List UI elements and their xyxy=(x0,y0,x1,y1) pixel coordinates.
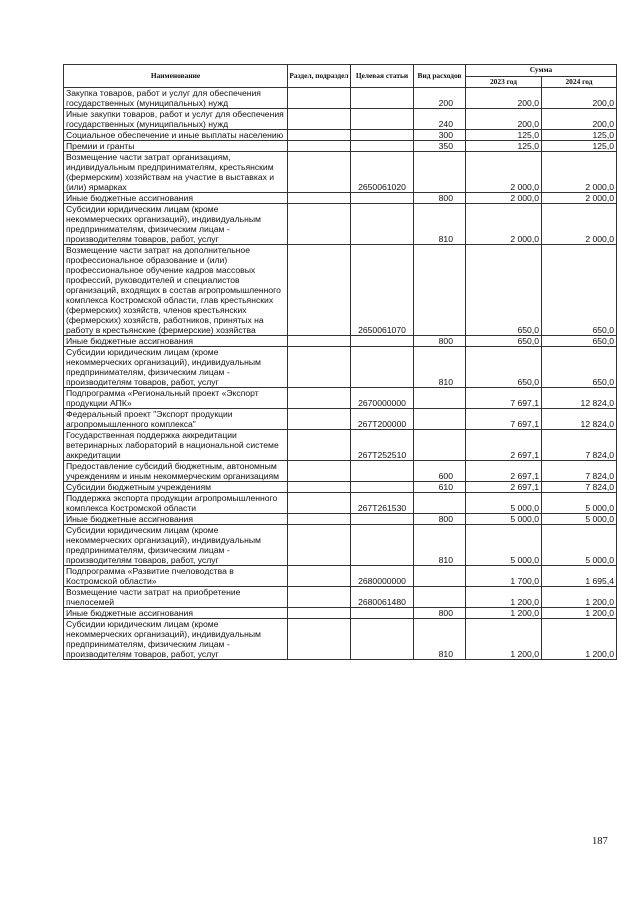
budget-table xyxy=(63,64,617,660)
cell-name: Премии и гранты xyxy=(64,141,288,152)
cell-type: 240 xyxy=(414,109,466,130)
cell-type: 800 xyxy=(414,514,466,525)
cell-sum-2023: 1 700,0 xyxy=(466,566,542,587)
table-row xyxy=(64,109,617,130)
cell-target xyxy=(351,514,414,525)
cell-name: Поддержка экспорта продукции агропромышленного комплекса Костромской области xyxy=(64,493,288,514)
cell-sum-2024: 1 200,0 xyxy=(542,608,617,619)
cell-section xyxy=(288,493,351,514)
cell-section xyxy=(288,245,351,336)
cell-target: 267T200000 xyxy=(351,409,414,430)
cell-name: Социальное обеспечение и иные выплаты населению xyxy=(64,130,288,141)
cell-name: Иные закупки товаров, работ и услуг для обеспечения государственных (муниципальных) нужд xyxy=(64,109,288,130)
table-row xyxy=(64,482,617,493)
cell-target xyxy=(351,608,414,619)
cell-type: 600 xyxy=(414,461,466,482)
cell-name: Закупка товаров, работ и услуг для обеспечения государственных (муниципальных) нужд xyxy=(64,88,288,109)
table-row xyxy=(64,525,617,566)
header-year-2023: 2023 год xyxy=(466,76,542,88)
cell-name: Субсидии юридическим лицам (кроме некоммерческих организаций), индивидуальным предпринимателям, физическим лицам - производителям товаров, работ, услуг xyxy=(64,347,288,388)
cell-sum-2023: 2 000,0 xyxy=(466,193,542,204)
cell-sum-2024: 650,0 xyxy=(542,245,617,336)
cell-type xyxy=(414,245,466,336)
cell-sum-2023: 650,0 xyxy=(466,245,542,336)
table-row xyxy=(64,619,617,660)
table-row xyxy=(64,141,617,152)
table-row xyxy=(64,430,617,461)
cell-type xyxy=(414,493,466,514)
cell-target xyxy=(351,525,414,566)
cell-section xyxy=(288,430,351,461)
cell-type: 810 xyxy=(414,619,466,660)
cell-target xyxy=(351,109,414,130)
cell-section xyxy=(288,152,351,193)
cell-target: 267T252510 xyxy=(351,430,414,461)
cell-type: 810 xyxy=(414,204,466,245)
header-name: Наименование xyxy=(64,65,288,88)
cell-type xyxy=(414,388,466,409)
cell-target xyxy=(351,204,414,245)
cell-sum-2023: 2 697,1 xyxy=(466,461,542,482)
cell-sum-2024: 7 824,0 xyxy=(542,430,617,461)
cell-type xyxy=(414,587,466,608)
cell-sum-2023: 1 200,0 xyxy=(466,608,542,619)
cell-section xyxy=(288,130,351,141)
cell-section xyxy=(288,482,351,493)
cell-target xyxy=(351,619,414,660)
cell-type xyxy=(414,152,466,193)
cell-name: Предоставление субсидий бюджетным, автономным учреждениям и иным некоммерческим организациям xyxy=(64,461,288,482)
cell-section xyxy=(288,193,351,204)
cell-name: Подпрограмма «Развитие пчеловодства в Костромской области» xyxy=(64,566,288,587)
header-target: Целевая статьи xyxy=(351,65,414,88)
cell-section xyxy=(288,461,351,482)
table-row xyxy=(64,193,617,204)
cell-sum-2023: 5 000,0 xyxy=(466,525,542,566)
cell-type: 800 xyxy=(414,193,466,204)
cell-target: 2650061020 xyxy=(351,152,414,193)
cell-sum-2024: 1 200,0 xyxy=(542,587,617,608)
cell-sum-2023: 5 000,0 xyxy=(466,493,542,514)
cell-sum-2023: 2 697,1 xyxy=(466,430,542,461)
table-row xyxy=(64,608,617,619)
table-row xyxy=(64,493,617,514)
cell-type: 300 xyxy=(414,130,466,141)
cell-type: 610 xyxy=(414,482,466,493)
cell-name: Подпрограмма «Региональный проект «Экспорт продукции АПК» xyxy=(64,388,288,409)
cell-target xyxy=(351,482,414,493)
cell-target xyxy=(351,336,414,347)
cell-sum-2023: 2 000,0 xyxy=(466,204,542,245)
table-row xyxy=(64,130,617,141)
header-sum: Сумма xyxy=(466,65,617,77)
cell-target: 2680000000 xyxy=(351,566,414,587)
cell-sum-2023: 200,0 xyxy=(466,109,542,130)
cell-sum-2024: 12 824,0 xyxy=(542,388,617,409)
cell-type: 800 xyxy=(414,336,466,347)
cell-sum-2024: 125,0 xyxy=(542,141,617,152)
cell-target: 2680061480 xyxy=(351,587,414,608)
cell-sum-2024: 5 000,0 xyxy=(542,525,617,566)
page-number: 187 xyxy=(592,836,608,847)
cell-target: 2650061070 xyxy=(351,245,414,336)
cell-sum-2023: 2 697,1 xyxy=(466,482,542,493)
cell-target xyxy=(351,461,414,482)
cell-section xyxy=(288,109,351,130)
budget-table-sheet xyxy=(63,64,616,660)
cell-sum-2024: 2 000,0 xyxy=(542,152,617,193)
cell-sum-2023: 125,0 xyxy=(466,130,542,141)
cell-sum-2024: 650,0 xyxy=(542,347,617,388)
cell-name: Иные бюджетные ассигнования xyxy=(64,608,288,619)
table-row xyxy=(64,514,617,525)
cell-sum-2023: 7 697,1 xyxy=(466,388,542,409)
cell-section xyxy=(288,566,351,587)
cell-target xyxy=(351,347,414,388)
cell-section xyxy=(288,619,351,660)
cell-name: Субсидии юридическим лицам (кроме некоммерческих организаций), индивидуальным предпринимателям, физическим лицам - производителям товаров, работ, услуг xyxy=(64,619,288,660)
cell-sum-2024: 200,0 xyxy=(542,109,617,130)
cell-sum-2024: 1 200,0 xyxy=(542,619,617,660)
cell-sum-2023: 200,0 xyxy=(466,88,542,109)
cell-section xyxy=(288,514,351,525)
cell-target xyxy=(351,141,414,152)
cell-sum-2024: 7 824,0 xyxy=(542,482,617,493)
cell-name: Субсидии юридическим лицам (кроме некоммерческих организаций), индивидуальным предпринимателям, физическим лицам - производителям товаров, работ, услуг xyxy=(64,525,288,566)
header-year-2024: 2024 год xyxy=(542,76,617,88)
cell-name: Иные бюджетные ассигнования xyxy=(64,514,288,525)
cell-section xyxy=(288,587,351,608)
cell-sum-2023: 7 697,1 xyxy=(466,409,542,430)
table-row xyxy=(64,409,617,430)
cell-section xyxy=(288,204,351,245)
cell-section xyxy=(288,336,351,347)
cell-type: 800 xyxy=(414,608,466,619)
cell-sum-2024: 2 000,0 xyxy=(542,204,617,245)
cell-type: 200 xyxy=(414,88,466,109)
cell-name: Федеральный проект "Экспорт продукции агропромышленного комплекса" xyxy=(64,409,288,430)
cell-name: Возмещение части затрат организациям, индивидуальным предпринимателям, крестьянским (фермерским) хозяйствам на участие в выставках и (или) ярмарках xyxy=(64,152,288,193)
cell-sum-2023: 1 200,0 xyxy=(466,587,542,608)
table-row xyxy=(64,204,617,245)
cell-type: 810 xyxy=(414,347,466,388)
table-row xyxy=(64,152,617,193)
cell-sum-2024: 5 000,0 xyxy=(542,514,617,525)
cell-sum-2023: 650,0 xyxy=(466,347,542,388)
cell-name: Иные бюджетные ассигнования xyxy=(64,336,288,347)
header-type: Вид расходов xyxy=(414,65,466,88)
cell-section xyxy=(288,525,351,566)
table-row xyxy=(64,461,617,482)
cell-target: 2670000000 xyxy=(351,388,414,409)
cell-section xyxy=(288,388,351,409)
cell-sum-2023: 2 000,0 xyxy=(466,152,542,193)
cell-name: Субсидии бюджетным учреждениям xyxy=(64,482,288,493)
cell-name: Возмещение части затрат на дополнительное профессиональное образование и (или) профессиональное обучение кадров массовых профессий, руководителей и специалистов организаций, входящих в состав агропромышленного комплекса Костромской области, глав крестьянских (фермерских) хозяйств, членов крестьянских (фермерских) хозяйств, работников, принятых на работу в крестьянские (фермерские) хозяйства xyxy=(64,245,288,336)
cell-section xyxy=(288,409,351,430)
cell-sum-2023: 1 200,0 xyxy=(466,619,542,660)
cell-section xyxy=(288,141,351,152)
cell-sum-2024: 2 000,0 xyxy=(542,193,617,204)
cell-name: Иные бюджетные ассигнования xyxy=(64,193,288,204)
cell-target xyxy=(351,88,414,109)
cell-sum-2024: 7 824,0 xyxy=(542,461,617,482)
cell-type: 350 xyxy=(414,141,466,152)
table-body xyxy=(64,88,617,660)
cell-sum-2023: 5 000,0 xyxy=(466,514,542,525)
cell-type xyxy=(414,409,466,430)
cell-sum-2024: 200,0 xyxy=(542,88,617,109)
table-row xyxy=(64,347,617,388)
table-row xyxy=(64,88,617,109)
cell-section xyxy=(288,347,351,388)
cell-sum-2024: 12 824,0 xyxy=(542,409,617,430)
cell-target xyxy=(351,130,414,141)
table-row xyxy=(64,566,617,587)
cell-section xyxy=(288,88,351,109)
header-section: Раздел, подраздел xyxy=(288,65,351,88)
cell-sum-2024: 650,0 xyxy=(542,336,617,347)
cell-section xyxy=(288,608,351,619)
table-row xyxy=(64,336,617,347)
cell-target xyxy=(351,193,414,204)
cell-name: Возмещение части затрат на приобретение пчелосемей xyxy=(64,587,288,608)
cell-target: 267T261530 xyxy=(351,493,414,514)
cell-name: Субсидии юридическим лицам (кроме некоммерческих организаций), индивидуальным предпринимателям, физическим лицам - производителям товаров, работ, услуг xyxy=(64,204,288,245)
cell-type xyxy=(414,430,466,461)
table-row xyxy=(64,388,617,409)
table-row xyxy=(64,587,617,608)
cell-name: Государственная поддержка аккредитации ветеринарных лабораторий в национальной системе аккредитации xyxy=(64,430,288,461)
cell-sum-2024: 5 000,0 xyxy=(542,493,617,514)
cell-sum-2023: 650,0 xyxy=(466,336,542,347)
cell-sum-2024: 125,0 xyxy=(542,130,617,141)
cell-type xyxy=(414,566,466,587)
cell-sum-2023: 125,0 xyxy=(466,141,542,152)
table-row xyxy=(64,245,617,336)
cell-type: 810 xyxy=(414,525,466,566)
cell-sum-2024: 1 695,4 xyxy=(542,566,617,587)
